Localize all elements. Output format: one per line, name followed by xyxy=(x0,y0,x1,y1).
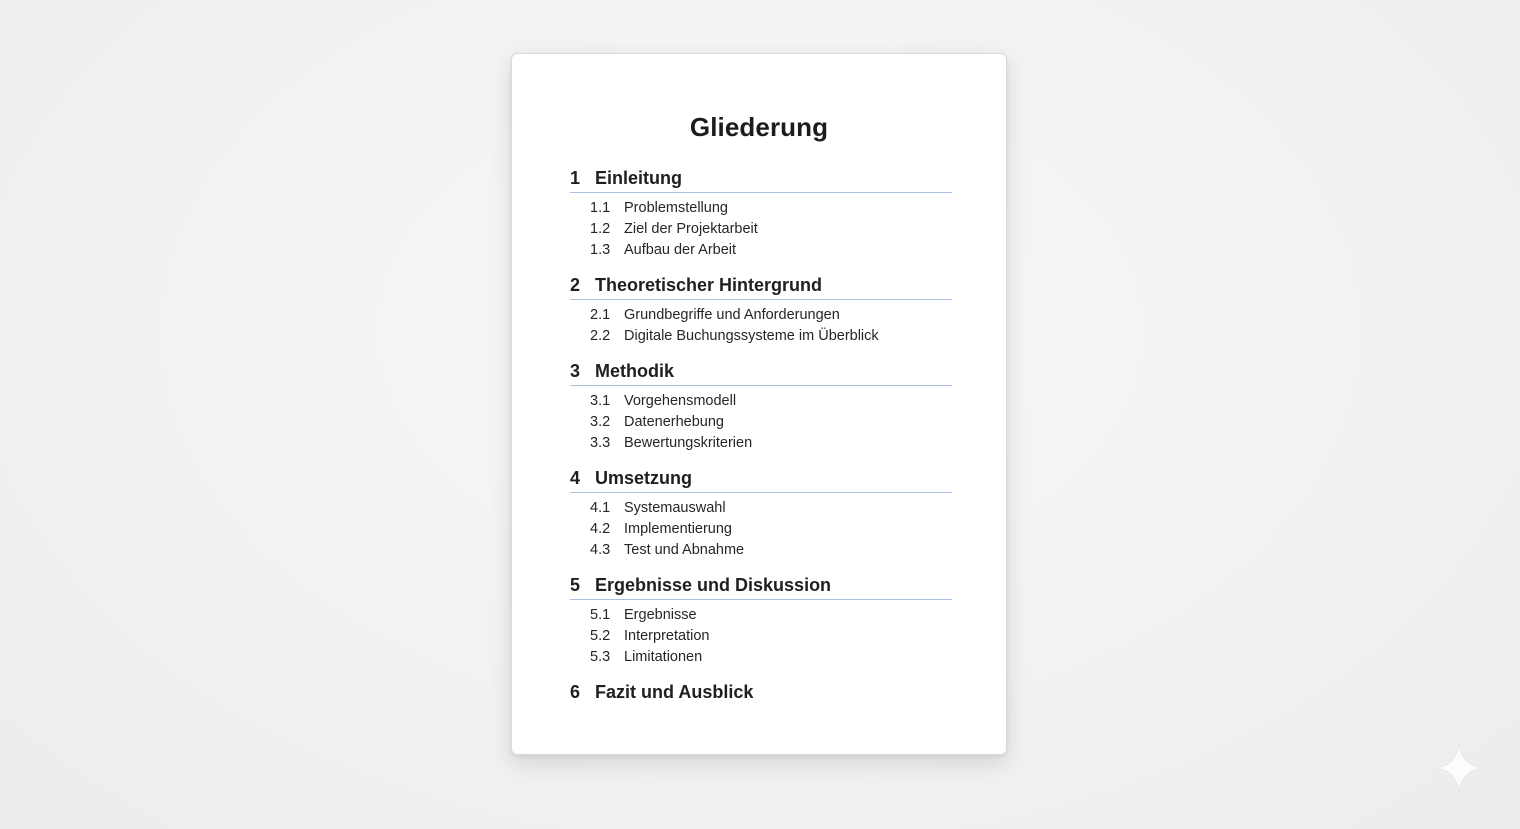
section-title: Implementierung xyxy=(624,521,732,537)
chapter-number: 1 xyxy=(570,168,581,188)
section-title: Problemstellung xyxy=(624,200,728,216)
chapter-title: Ergebnisse und Diskussion xyxy=(595,575,832,595)
toc-section-5-3 xyxy=(590,647,952,668)
toc-section-3-1 xyxy=(590,391,952,412)
chapter-heading xyxy=(570,275,952,300)
chapter-heading xyxy=(570,468,952,493)
section-title: Datenerhebung xyxy=(624,414,724,430)
chapter-number: 4 xyxy=(570,468,581,488)
toc-section-3-3 xyxy=(590,433,952,454)
section-list xyxy=(570,300,952,347)
section-number: 2.1 xyxy=(590,307,611,323)
toc-chapter-2 xyxy=(570,275,952,347)
section-number: 1.3 xyxy=(590,242,611,258)
section-number: 4.3 xyxy=(590,542,611,558)
section-number: 3.3 xyxy=(590,435,611,451)
toc-section-4-2 xyxy=(590,519,952,540)
section-title: Grundbegriffe und Anforderungen xyxy=(624,307,840,323)
toc-section-5-2 xyxy=(590,626,952,647)
toc-section-1-2 xyxy=(590,219,952,240)
section-title: Vorgehensmodell xyxy=(624,393,737,409)
chapter-number: 3 xyxy=(570,361,581,381)
section-number: 5.1 xyxy=(590,607,611,623)
section-title: Digitale Buchungssysteme im Überblick xyxy=(624,328,879,344)
toc-section-2-1 xyxy=(590,305,952,326)
chapter-title: Theoretischer Hintergrund xyxy=(595,275,823,295)
chapter-number: 2 xyxy=(570,275,581,295)
toc-chapter-4 xyxy=(570,468,952,561)
section-number: 1.2 xyxy=(590,221,611,237)
section-number: 3.1 xyxy=(590,393,611,409)
document-page xyxy=(511,53,1007,755)
section-title: Aufbau der Arbeit xyxy=(624,242,737,258)
section-title: Bewertungskriterien xyxy=(624,435,753,451)
section-number: 2.2 xyxy=(590,328,611,344)
chapter-heading xyxy=(570,682,952,706)
toc-section-2-2 xyxy=(590,326,952,347)
section-list xyxy=(570,493,952,561)
toc-section-4-1 xyxy=(590,498,952,519)
section-title: Ziel der Projektarbeit xyxy=(624,221,758,237)
section-number: 1.1 xyxy=(590,200,611,216)
section-list xyxy=(570,600,952,668)
toc-section-5-1 xyxy=(590,605,952,626)
toc-chapter-6 xyxy=(570,682,952,706)
section-title: Systemauswahl xyxy=(624,500,726,516)
section-number: 4.2 xyxy=(590,521,611,537)
chapter-heading xyxy=(570,575,952,600)
toc-chapter-1 xyxy=(570,168,952,261)
page-title: Gliederung xyxy=(689,112,829,142)
table-of-contents xyxy=(570,168,952,706)
section-title: Limitationen xyxy=(624,649,703,665)
section-number: 5.3 xyxy=(590,649,611,665)
section-list xyxy=(570,193,952,261)
chapter-title: Methodik xyxy=(595,361,674,381)
section-number: 5.2 xyxy=(590,628,611,644)
toc-section-1-3 xyxy=(590,240,952,261)
section-number: 3.2 xyxy=(590,414,611,430)
toc-section-1-1 xyxy=(590,198,952,219)
toc-chapter-3 xyxy=(570,361,952,454)
toc-section-4-3 xyxy=(590,540,952,561)
chapter-number: 5 xyxy=(570,575,581,595)
chapter-heading xyxy=(570,361,952,386)
section-number: 4.1 xyxy=(590,500,611,516)
chapter-title: Umsetzung xyxy=(595,468,693,488)
section-title: Test und Abnahme xyxy=(624,542,745,558)
chapter-title: Fazit und Ausblick xyxy=(595,682,754,702)
sparkle-icon xyxy=(1433,742,1485,794)
chapter-title: Einleitung xyxy=(595,168,682,188)
chapter-number: 6 xyxy=(570,682,581,702)
toc-chapter-5 xyxy=(570,575,952,668)
toc-section-3-2 xyxy=(590,412,952,433)
section-title: Ergebnisse xyxy=(624,607,697,623)
section-list xyxy=(570,386,952,454)
chapter-heading xyxy=(570,168,952,193)
section-title: Interpretation xyxy=(624,628,710,644)
